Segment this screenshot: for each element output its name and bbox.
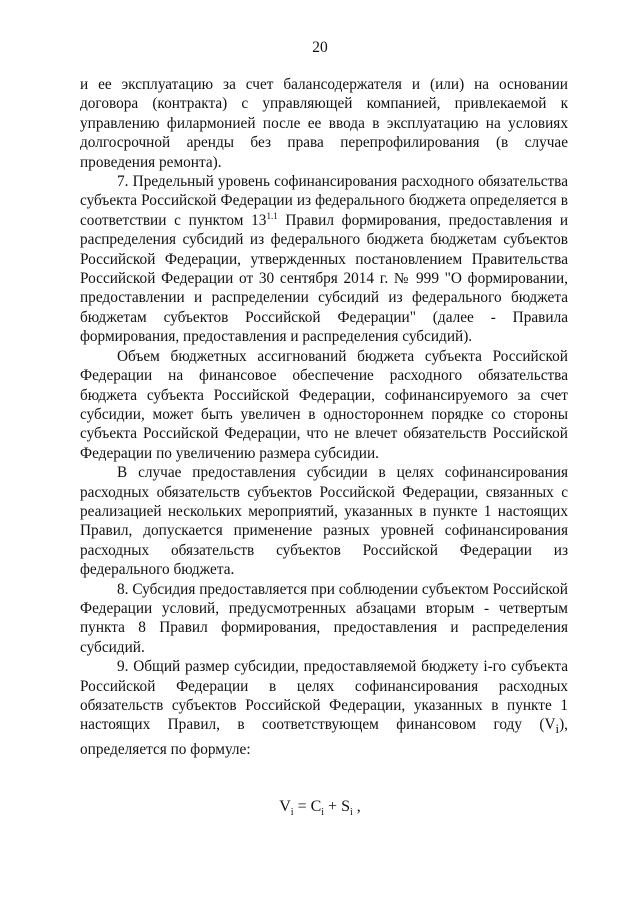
formula-term-s: S	[341, 798, 350, 815]
superscript-1-1: 1.1	[266, 210, 278, 221]
formula-lhs-subscript: i	[290, 807, 294, 819]
paragraph-9-part1: 9. Общий размер субсидии, предоставляемой бюджету i-го субъекта Российской Федерации в целях софинансирования расходных обязательств субъектов Российской Федерации, указанных в пункте 1 настоящих Правил, в соответствующем финансовом году (	[80, 658, 568, 734]
formula-term-c-subscript: i	[321, 807, 325, 819]
formula-lhs: V	[279, 798, 291, 815]
paragraph-8: 8. Субсидия предоставляется при соблюдении субъектом Российской Федерации условий, предусмотренных абзацами вторым - четвертым пункта 8 Правил формирования, предоставления и распределения субсидий.	[80, 580, 568, 656]
formula	[0, 798, 640, 819]
variable-v: V	[544, 716, 556, 734]
paragraph-9	[80, 657, 568, 759]
paragraph-7-part1: 7. Предельный уровень софинансирования расходного обязательства субъекта Российской Федерации из федерального бюджета определяется в соответствии с пунктом 13	[80, 173, 568, 229]
paragraph-budget: Объем бюджетных ассигнований бюджета субъекта Российской Федерации на финансовое обеспечение расходного обязательства бюджета субъекта Российской Федерации, софинансируемого за счет субсидии, может быть увеличен в одностороннем порядке со стороны субъекта Российской Федерации, что не влечет обязательств Российской Федерации по увеличению размера субсидии.	[80, 347, 568, 462]
paragraph-7-part2: Правил формирования, предоставления и распределения субсидий из федерального бюджета бюджетам субъектов Российской Федерации, утвержденных постановлением Правительства Российской Федерации от 30 сентября 2014 г. № 999 "О формировании, предоставлении и распределении субсидий из федерального бюджета бюджетам субъектов Российской Федерации" (далее - Правила формирования, предоставления и распределения субсидий).	[80, 211, 569, 346]
formula-end: ,	[352, 798, 361, 815]
formula-term-s-subscript: i	[349, 807, 353, 819]
variable-v-subscript: i	[555, 722, 560, 737]
paragraph-7	[80, 172, 568, 347]
paragraph-cofinancing-case: В случае предоставления субсидии в целях софинансирования расходных обязательств субъектов Российской Федерации, связанных с реализацией нескольких мероприятий, указанных в пункте 1 настоящих Правил, допускается применение разных уровней софинансирования расходных обязательств субъектов Российской Федерации из федерального бюджета.	[80, 464, 568, 579]
formula-term-c: C	[310, 798, 322, 815]
page-number: 20	[312, 39, 328, 56]
paragraph-continuation: и ее эксплуатацию за счет балансодержателя и (или) на основании договора (контракта) с управляющей компанией, привлекаемой к управлению филармонией после ее ввода в эксплуатацию на условиях долгосрочной аренды без права перепрофилирования (в случае проведения ремонта).	[80, 76, 568, 171]
formula-plus: +	[324, 798, 342, 815]
paragraph-9-part2: ), определяется по формуле:	[80, 716, 568, 758]
body-text	[80, 75, 568, 759]
formula-equals: =	[293, 798, 311, 815]
